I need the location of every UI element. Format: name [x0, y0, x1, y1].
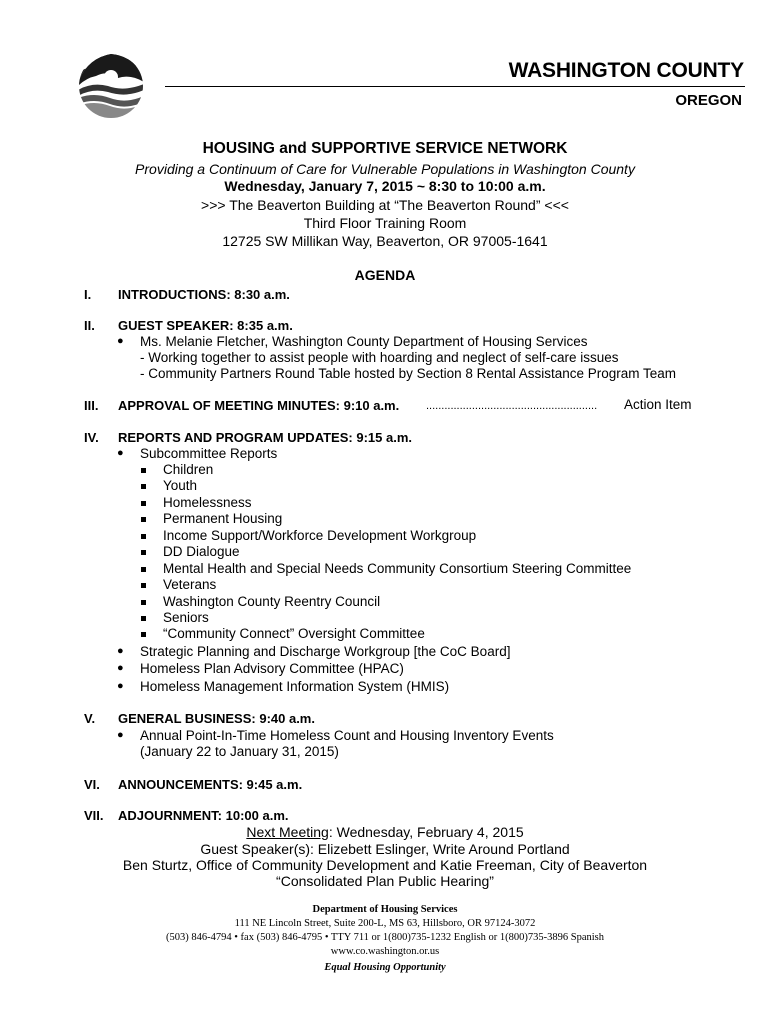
- guest-speaker-note: - Community Partners Round Table hosted by Section 8 Rental Assistance Program Team: [140, 366, 677, 381]
- county-name: WASHINGTON COUNTY: [508, 59, 744, 82]
- footer-website: www.co.washington.or.us: [330, 946, 440, 957]
- square-bullet-icon: [141, 468, 146, 473]
- guest-speaker-note: - Working together to assist people with hoarding and neglect of self-care issues: [140, 350, 619, 365]
- square-bullet-icon: [141, 550, 146, 555]
- square-bullet-icon: [141, 600, 146, 605]
- item-numeral: VI.: [84, 777, 100, 792]
- next-topic: “Consolidated Plan Public Hearing”: [276, 873, 494, 889]
- report-item: Homeless Management Information System (HMIS): [140, 679, 450, 694]
- next-presenters: Ben Sturtz, Office of Community Development and Katie Freeman, City of Beaverton: [122, 857, 648, 873]
- item-numeral: I.: [84, 287, 92, 302]
- report-item: Homeless Plan Advisory Committee (HPAC): [140, 661, 404, 676]
- subcommittee-item: Income Support/Workforce Development Workgroup: [163, 528, 477, 543]
- page-subtitle: Providing a Continuum of Care for Vulnerable Populations in Washington County: [135, 161, 635, 177]
- bullet-icon: ●: [117, 729, 124, 741]
- item-announcements: ANNOUNCEMENTS: 9:45 a.m.: [118, 777, 303, 792]
- square-bullet-icon: [141, 583, 146, 588]
- meeting-address: 12725 SW Millikan Way, Beaverton, OR 97005-1641: [222, 233, 548, 249]
- bullet-icon: ●: [117, 680, 124, 692]
- subcommittee-item: Youth: [163, 478, 198, 493]
- subcommittee-item: Homelessness: [163, 495, 252, 510]
- report-item: Strategic Planning and Discharge Workgroup [the CoC Board]: [140, 644, 511, 659]
- item-guest-speaker: GUEST SPEAKER: 8:35 a.m.: [118, 318, 293, 333]
- square-bullet-icon: [141, 567, 146, 572]
- square-bullet-icon: [141, 632, 146, 637]
- header-rule: [165, 86, 745, 87]
- next-guest-speakers: Guest Speaker(s): Elizebett Eslinger, Write Around Portland: [200, 841, 570, 857]
- square-bullet-icon: [141, 484, 146, 489]
- subcommittee-item: Permanent Housing: [163, 511, 283, 526]
- subcommittee-reports-label: Subcommittee Reports: [140, 446, 278, 461]
- square-bullet-icon: [141, 616, 146, 621]
- next-meeting-date: : Wednesday, February 4, 2015: [328, 824, 524, 840]
- bullet-icon: ●: [117, 335, 124, 347]
- item-introductions: INTRODUCTIONS: 8:30 a.m.: [118, 287, 290, 302]
- dot-leader: ........................................................: [426, 400, 598, 412]
- next-meeting-label: Next Meeting: [246, 824, 329, 840]
- item-numeral: VII.: [84, 808, 104, 823]
- county-logo-icon: [78, 52, 144, 120]
- meeting-room: Third Floor Training Room: [303, 215, 467, 231]
- square-bullet-icon: [141, 517, 146, 522]
- square-bullet-icon: [141, 534, 146, 539]
- footer-equal-housing: Equal Housing Opportunity: [324, 962, 446, 973]
- bullet-icon: ●: [117, 645, 124, 657]
- subcommittee-item: Washington County Reentry Council: [163, 594, 381, 609]
- item-general-business: GENERAL BUSINESS: 9:40 a.m.: [118, 711, 315, 726]
- subcommittee-item: “Community Connect” Oversight Committee: [163, 626, 425, 641]
- item-numeral: V.: [84, 711, 96, 726]
- item-numeral: IV.: [84, 430, 99, 445]
- item-adjournment: ADJOURNMENT: 10:00 a.m.: [118, 808, 289, 823]
- page-title: HOUSING and SUPPORTIVE SERVICE NETWORK: [202, 140, 568, 157]
- square-bullet-icon: [141, 501, 146, 506]
- meeting-date-time: Wednesday, January 7, 2015 ~ 8:30 to 10:00 a.m.: [224, 178, 546, 194]
- action-item-label: Action Item: [624, 397, 692, 412]
- item-approval-minutes: APPROVAL OF MEETING MINUTES: 9:10 a.m.: [118, 398, 400, 413]
- footer-phones: (503) 846-4794 • fax (503) 846-4795 • TTY 711 or 1(800)735-1232 English or 1(800)735-3896 Spanish: [166, 932, 604, 943]
- state-name: OREGON: [675, 92, 742, 109]
- item-numeral: III.: [84, 398, 99, 413]
- subcommittee-item: Children: [163, 462, 214, 477]
- bullet-icon: ●: [117, 662, 124, 674]
- guest-speaker-name: Ms. Melanie Fletcher, Washington County Department of Housing Services: [140, 334, 588, 349]
- meeting-location: >>> The Beaverton Building at “The Beaverton Round” <<<: [201, 197, 569, 213]
- subcommittee-item: Seniors: [163, 610, 209, 625]
- general-business-item: Annual Point-In-Time Homeless Count and Housing Inventory Events: [140, 728, 554, 743]
- subcommittee-item: Mental Health and Special Needs Community Consortium Steering Committee: [163, 561, 632, 576]
- agenda-heading: AGENDA: [354, 267, 416, 283]
- subcommittee-item: DD Dialogue: [163, 544, 240, 559]
- item-numeral: II.: [84, 318, 95, 333]
- footer-address: 111 NE Lincoln Street, Suite 200-L, MS 63, Hillsboro, OR 97124-3072: [234, 918, 536, 929]
- bullet-icon: ●: [117, 447, 124, 459]
- footer-department: Department of Housing Services: [312, 904, 458, 915]
- general-business-dates: (January 22 to January 31, 2015): [140, 744, 339, 759]
- next-meeting: [0, 824, 770, 841]
- item-reports: REPORTS AND PROGRAM UPDATES: 9:15 a.m.: [118, 430, 412, 445]
- subcommittee-item: Veterans: [163, 577, 217, 592]
